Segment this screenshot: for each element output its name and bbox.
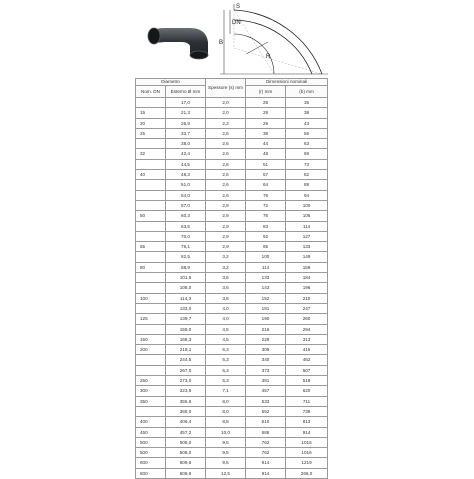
cell-b: 711: [286, 396, 328, 406]
cell-external: 108,0: [166, 283, 206, 293]
cell-thickness: 4,0: [206, 303, 246, 313]
cell-external: 508,0: [166, 437, 206, 447]
cell-external: 38,0: [166, 139, 206, 149]
table-row: [136, 128, 328, 138]
cell-dn: [136, 200, 166, 210]
cell-external: 51,0: [166, 180, 206, 190]
table-row: [136, 303, 328, 313]
cell-thickness: 2,9: [206, 221, 246, 231]
cell-thickness: 6,3: [206, 345, 246, 355]
cell-b: 620: [286, 386, 328, 396]
cell-dn: [136, 190, 166, 200]
cell-thickness: 6,3: [206, 365, 246, 375]
table-row: [136, 262, 328, 272]
cell-r: 83: [246, 221, 286, 231]
cell-r: 100: [246, 252, 286, 262]
cell-external: 609,6: [166, 458, 206, 468]
table-row: [136, 448, 328, 458]
cell-r: 340: [246, 355, 286, 365]
cell-thickness: 4,5: [206, 324, 246, 334]
cell-thickness: 7,1: [206, 386, 246, 396]
cell-r: 76: [246, 211, 286, 221]
header-nominal-dims: Dimensioni nominali: [246, 79, 328, 86]
header-nom-dn: Nom. DN: [136, 86, 166, 98]
cell-b: 210: [286, 293, 328, 303]
table-row: [136, 406, 328, 416]
cell-external: 368,0: [166, 406, 206, 416]
cell-b: 106: [286, 211, 328, 221]
cell-thickness: 8,8: [206, 417, 246, 427]
cell-external: 17,0: [166, 98, 206, 108]
cell-dn: [136, 221, 166, 231]
cell-dn: 25: [136, 128, 166, 138]
cell-b: 260: [286, 314, 328, 324]
cell-dn: 80: [136, 262, 166, 272]
cell-b: 736: [286, 406, 328, 416]
cell-r: 152: [246, 293, 286, 303]
cell-r: 610: [246, 417, 286, 427]
cell-r: 305: [246, 345, 286, 355]
cell-r: 48: [246, 149, 286, 159]
cell-thickness: 3,2: [206, 262, 246, 272]
cell-r: 457: [246, 386, 286, 396]
cell-dn: [136, 406, 166, 416]
cell-b: 38: [286, 108, 328, 118]
cell-r: 143: [246, 283, 286, 293]
cell-dn: 500: [136, 437, 166, 447]
cell-external: 168,3: [166, 334, 206, 344]
cell-dn: [136, 139, 166, 149]
header-diameter: Diametro: [136, 79, 206, 86]
cell-r: 181: [246, 303, 286, 313]
table-row: [136, 417, 328, 427]
cell-dn: [136, 303, 166, 313]
cell-dn: 350: [136, 396, 166, 406]
cell-r: 533: [246, 396, 286, 406]
cell-thickness: 2,6: [206, 149, 246, 159]
cell-b: 415: [286, 345, 328, 355]
table-row: [136, 324, 328, 334]
cell-dn: [136, 324, 166, 334]
cell-dn: 125: [136, 314, 166, 324]
table-group-header: [136, 79, 328, 86]
cell-dn: [136, 180, 166, 190]
cell-external: 44,5: [166, 159, 206, 169]
table-row: [136, 386, 328, 396]
dimensions-table: [135, 78, 328, 479]
cell-r: 28: [246, 108, 286, 118]
cell-b: 184: [286, 273, 328, 283]
table-row: [136, 149, 328, 159]
cell-r: 76: [246, 190, 286, 200]
header-external: Esterno Ø mm: [166, 86, 206, 98]
cell-thickness: 2,0: [206, 108, 246, 118]
cell-b: 133: [286, 242, 328, 252]
table-row: [136, 273, 328, 283]
cell-dn: [136, 98, 166, 108]
table-row: [136, 221, 328, 231]
table-row: [136, 437, 328, 447]
table-row: [136, 211, 328, 221]
cell-dn: 250: [136, 376, 166, 386]
cell-thickness: 2,6: [206, 159, 246, 169]
cell-dn: 150: [136, 334, 166, 344]
cell-dn: 100: [136, 293, 166, 303]
cell-thickness: 9,5: [206, 458, 246, 468]
cell-b: 266,0: [286, 468, 328, 478]
table-row: [136, 293, 328, 303]
cell-external: 101,6: [166, 273, 206, 283]
cell-external: 70,0: [166, 231, 206, 241]
cell-r: 114: [246, 262, 286, 272]
table-row: [136, 190, 328, 200]
cell-external: 508,0: [166, 448, 206, 458]
label-r: R: [266, 54, 271, 60]
cell-external: 54,0: [166, 190, 206, 200]
cell-thickness: 6,3: [206, 376, 246, 386]
cell-external: 159,0: [166, 324, 206, 334]
cell-b: 813: [286, 417, 328, 427]
cell-dn: 400: [136, 417, 166, 427]
cell-dn: 450: [136, 427, 166, 437]
cell-dn: 65: [136, 242, 166, 252]
cell-thickness: 2,9: [206, 211, 246, 221]
cell-external: 76,1: [166, 242, 206, 252]
cell-external: 609,6: [166, 468, 206, 478]
table-row: [136, 139, 328, 149]
cell-b: 82: [286, 170, 328, 180]
cell-r: 72: [246, 200, 286, 210]
cell-external: 88,9: [166, 262, 206, 272]
cell-dn: 200: [136, 345, 166, 355]
cell-b: 73: [286, 159, 328, 169]
cell-dn: [136, 231, 166, 241]
table-body: [136, 98, 328, 479]
cell-external: 219,1: [166, 345, 206, 355]
cell-b: 914: [286, 427, 328, 437]
cell-external: 139,7: [166, 314, 206, 324]
cell-external: 63,5: [166, 221, 206, 231]
cell-thickness: 12,5: [206, 468, 246, 478]
cell-external: 457,2: [166, 427, 206, 437]
cell-external: 406,4: [166, 417, 206, 427]
table-row: [136, 458, 328, 468]
table-row: [136, 180, 328, 190]
table-row: [136, 345, 328, 355]
cell-b: 114: [286, 221, 328, 231]
cell-r: 29: [246, 118, 286, 128]
cell-thickness: 3,6: [206, 293, 246, 303]
cell-external: 133,0: [166, 303, 206, 313]
cell-thickness: 6,3: [206, 355, 246, 365]
dimension-drawing: [218, 2, 338, 78]
table-row: [136, 314, 328, 324]
cell-r: 216: [246, 324, 286, 334]
table-row: [136, 355, 328, 365]
product-figure: [0, 0, 474, 78]
cell-b: 149: [286, 252, 328, 262]
cell-thickness: 2,6: [206, 190, 246, 200]
cell-external: 33,7: [166, 128, 206, 138]
cell-external: 355,6: [166, 396, 206, 406]
table-row: [136, 170, 328, 180]
cell-b: 294: [286, 324, 328, 334]
header-thickness: Spessore (s) mm: [206, 79, 246, 98]
cell-external: 273,0: [166, 376, 206, 386]
cell-b: 247: [286, 303, 328, 313]
cell-b: 1219: [286, 458, 328, 468]
cell-external: 21,3: [166, 108, 206, 118]
cell-dn: 20: [136, 118, 166, 128]
cell-r: 552: [246, 406, 286, 416]
cell-b: 43: [286, 118, 328, 128]
cell-r: 373: [246, 365, 286, 375]
cell-b: 518: [286, 376, 328, 386]
cell-thickness: 3,6: [206, 273, 246, 283]
cell-b: 35: [286, 98, 328, 108]
cell-b: 196: [286, 283, 328, 293]
cell-external: 323,9: [166, 386, 206, 396]
cell-r: 686: [246, 427, 286, 437]
header-b: (b) mm: [286, 86, 328, 98]
cell-dn: [136, 365, 166, 375]
cell-b: 507: [286, 365, 328, 375]
cell-thickness: 2,9: [206, 231, 246, 241]
cell-b: 1016: [286, 437, 328, 447]
cell-external: 114,3: [166, 293, 206, 303]
table-row: [136, 108, 328, 118]
cell-dn: 500: [136, 448, 166, 458]
cell-r: 914: [246, 458, 286, 468]
cell-r: 51: [246, 159, 286, 169]
cell-r: 229: [246, 334, 286, 344]
label-b: B: [219, 40, 224, 46]
cell-external: 60,3: [166, 211, 206, 221]
cell-dn: 600: [136, 468, 166, 478]
cell-external: 267,0: [166, 365, 206, 375]
cell-thickness: 4,0: [206, 314, 246, 324]
table-row: [136, 231, 328, 241]
cell-dn: 32: [136, 149, 166, 159]
cell-b: 100: [286, 200, 328, 210]
cell-r: 190: [246, 314, 286, 324]
table-row: [136, 242, 328, 252]
cell-dn: 300: [136, 386, 166, 396]
cell-r: 381: [246, 376, 286, 386]
table-row: [136, 252, 328, 262]
cell-thickness: 3,6: [206, 283, 246, 293]
cell-r: 92: [246, 231, 286, 241]
cell-thickness: 9,5: [206, 448, 246, 458]
cell-thickness: 2,9: [206, 200, 246, 210]
cell-b: 63: [286, 139, 328, 149]
cell-b: 56: [286, 128, 328, 138]
table-row: [136, 98, 328, 108]
cell-thickness: 2,6: [206, 128, 246, 138]
cell-thickness: 2,6: [206, 170, 246, 180]
cell-r: 762: [246, 437, 286, 447]
pipe-elbow-image: [146, 24, 214, 60]
cell-b: 313: [286, 334, 328, 344]
table-row: [136, 468, 328, 478]
cell-thickness: 2,0: [206, 98, 246, 108]
cell-r: 64: [246, 180, 286, 190]
header-r: (r) mm: [246, 86, 286, 98]
cell-thickness: 8,0: [206, 406, 246, 416]
cell-b: 159: [286, 262, 328, 272]
table-row: [136, 396, 328, 406]
cell-r: 133: [246, 273, 286, 283]
cell-b: 462: [286, 355, 328, 365]
cell-dn: [136, 283, 166, 293]
cell-r: 44: [246, 139, 286, 149]
cell-dn: [136, 159, 166, 169]
cell-r: 95: [246, 242, 286, 252]
cell-thickness: 2,6: [206, 139, 246, 149]
table-row: [136, 283, 328, 293]
cell-dn: [136, 355, 166, 365]
cell-dn: 600: [136, 458, 166, 468]
cell-external: 26,9: [166, 118, 206, 128]
cell-b: 1016: [286, 448, 328, 458]
cell-external: 82,5: [166, 252, 206, 262]
cell-thickness: 10,0: [206, 427, 246, 437]
table-row: [136, 334, 328, 344]
cell-external: 244,5: [166, 355, 206, 365]
cell-thickness: 3,2: [206, 252, 246, 262]
cell-thickness: 9,5: [206, 437, 246, 447]
cell-thickness: 2,9: [206, 242, 246, 252]
cell-dn: 40: [136, 170, 166, 180]
cell-thickness: 2,6: [206, 180, 246, 190]
cell-r: 38: [246, 128, 286, 138]
table-row: [136, 427, 328, 437]
cell-dn: [136, 252, 166, 262]
table-row: [136, 118, 328, 128]
cell-r: 914: [246, 468, 286, 478]
cell-external: 57,0: [166, 200, 206, 210]
cell-dn: [136, 273, 166, 283]
cell-external: 42,4: [166, 149, 206, 159]
cell-r: 28: [246, 98, 286, 108]
cell-b: 69: [286, 149, 328, 159]
cell-external: 48,3: [166, 170, 206, 180]
cell-thickness: 2,3: [206, 118, 246, 128]
cell-b: 94: [286, 190, 328, 200]
table-row: [136, 200, 328, 210]
cell-b: 127: [286, 231, 328, 241]
cell-dn: 50: [136, 211, 166, 221]
table-row: [136, 365, 328, 375]
cell-thickness: 4,5: [206, 334, 246, 344]
cell-dn: 15: [136, 108, 166, 118]
table-row: [136, 159, 328, 169]
cell-r: 762: [246, 448, 286, 458]
cell-thickness: 8,0: [206, 396, 246, 406]
cell-b: 88: [286, 180, 328, 190]
table-row: [136, 376, 328, 386]
cell-r: 57: [246, 170, 286, 180]
label-s: S: [236, 4, 241, 10]
label-dn: DN: [232, 20, 241, 26]
